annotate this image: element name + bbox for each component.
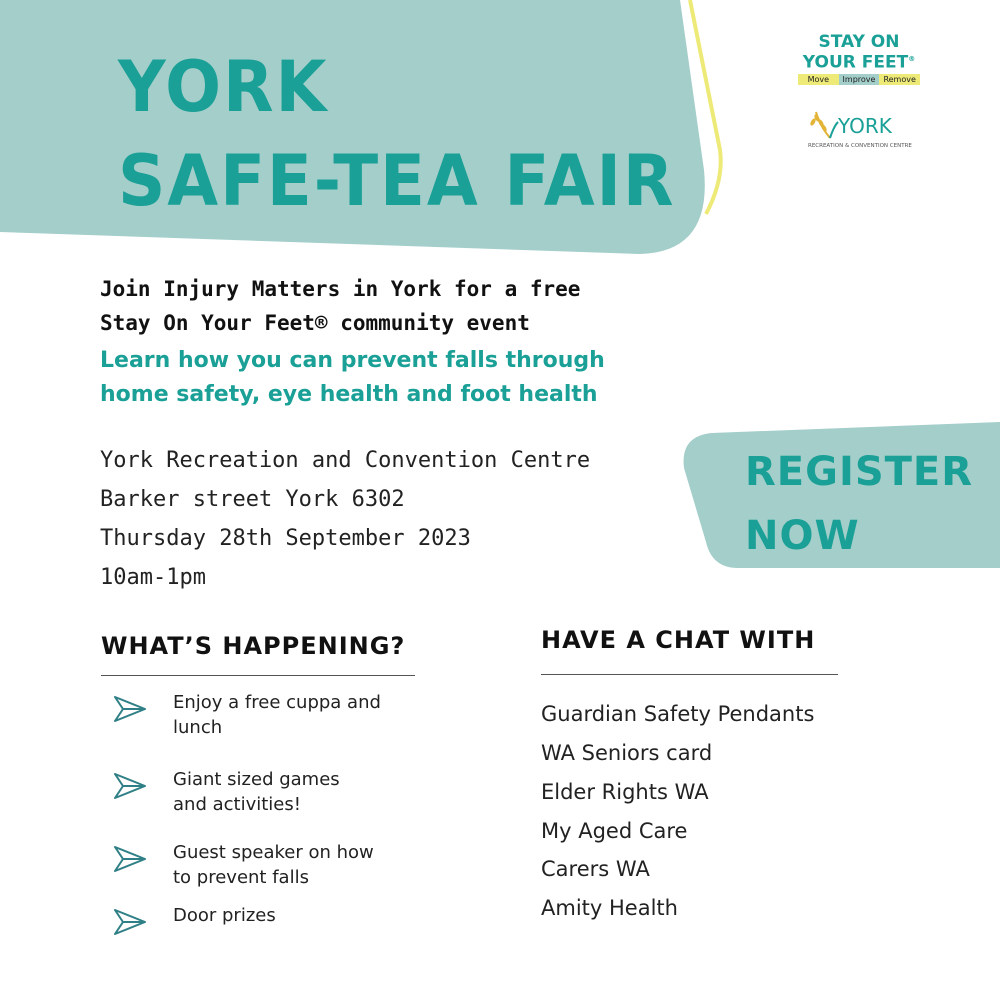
sof-tag-improve: Improve [839, 74, 880, 85]
chat-item: Amity Health [541, 896, 678, 920]
register-line-1: REGISTER [745, 449, 974, 495]
chat-item: My Aged Care [541, 819, 688, 843]
send-arrow-icon [112, 694, 148, 724]
happening-item-text [173, 840, 413, 890]
intro-line-1: Join Injury Matters in York for a free [100, 277, 581, 301]
york-logo-name: YORK [838, 114, 892, 138]
learn-text [100, 344, 605, 412]
happening-item-line-1: Door prizes [173, 905, 276, 926]
happening-item [112, 767, 412, 817]
happening-item [112, 840, 412, 890]
stay-on-your-feet-logo [798, 34, 920, 90]
happening-item-line-1: Enjoy a free cuppa and [173, 692, 381, 713]
sof-tag-bar [798, 74, 920, 85]
event-date: Thursday 28th September 2023 [100, 526, 471, 551]
learn-line-2: home safety, eye health and foot health [100, 382, 598, 407]
sof-logo-mark: ® [908, 55, 916, 63]
happening-item-text [173, 903, 413, 928]
event-details [100, 441, 590, 597]
happening-item-line-2: lunch [173, 717, 223, 738]
sof-tag-move: Move [798, 74, 839, 85]
intro-line-2: Stay On Your Feet® community event [100, 311, 530, 335]
happening-divider [101, 675, 415, 676]
title-line-2: SAFE-TEA FAIR [118, 140, 676, 222]
event-time: 10am-1pm [100, 565, 206, 590]
happening-item-line-2: and activities! [173, 794, 301, 815]
sof-logo-line2: YOUR FEET [802, 52, 909, 73]
sof-logo-line2-wrap [798, 51, 920, 72]
chat-item: Guardian Safety Pendants [541, 702, 815, 726]
happening-item [112, 690, 412, 740]
title-line-1: YORK [118, 46, 329, 128]
event-address: Barker street York 6302 [100, 487, 405, 512]
wheat-icon [810, 110, 840, 140]
chat-item: WA Seniors card [541, 741, 713, 765]
chat-divider [541, 674, 838, 675]
learn-line-1: Learn how you can prevent falls through [100, 348, 605, 373]
chat-heading: HAVE A CHAT WITH [541, 626, 816, 654]
chat-item: Carers WA [541, 857, 650, 881]
send-arrow-icon [112, 907, 148, 937]
happening-item-line-1: Guest speaker on how [173, 842, 374, 863]
happening-item-text [173, 767, 413, 817]
happening-item-line-2: to prevent falls [173, 867, 309, 888]
happening-item [112, 903, 412, 953]
register-line-2: NOW [745, 513, 860, 559]
event-venue: York Recreation and Convention Centre [100, 448, 591, 473]
send-arrow-icon [112, 771, 148, 801]
sof-logo-line1: STAY ON [818, 32, 900, 52]
york-logo [808, 110, 912, 156]
register-now-button[interactable] [745, 440, 973, 568]
york-logo-subtitle: RECREATION & CONVENTION CENTRE [808, 143, 912, 149]
sof-tag-remove: Remove [879, 74, 920, 85]
happening-item-text [173, 690, 413, 740]
happening-item-line-1: Giant sized games [173, 769, 340, 790]
happening-heading: WHAT’S HAPPENING? [101, 632, 406, 660]
intro-text [100, 272, 580, 340]
send-arrow-icon [112, 844, 148, 874]
chat-item: Elder Rights WA [541, 780, 709, 804]
